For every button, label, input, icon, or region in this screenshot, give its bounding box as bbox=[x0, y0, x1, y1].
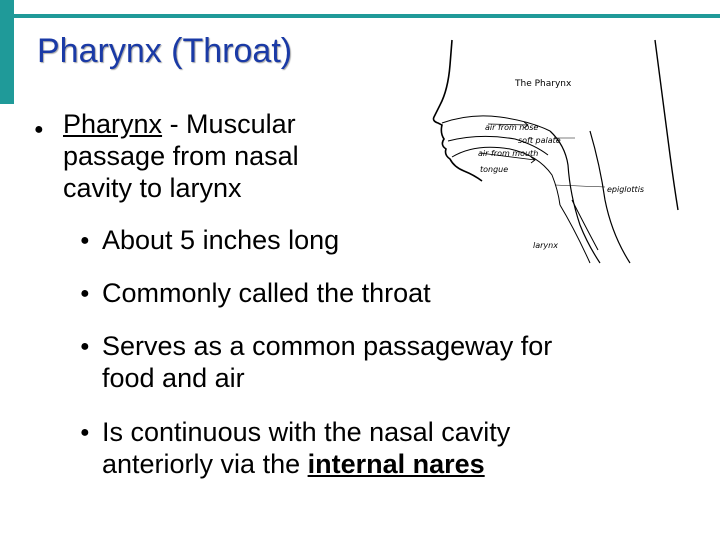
leader-epiglottis bbox=[555, 185, 605, 187]
label-larynx: larynx bbox=[533, 241, 558, 250]
bullet-marker: ● bbox=[80, 424, 90, 441]
bullet-marker: ● bbox=[80, 285, 90, 302]
sub-bullet-4-line-1: Is continuous with the nasal cavity bbox=[102, 417, 511, 447]
intro-line-3: cavity to larynx bbox=[63, 173, 242, 203]
bullet-marker: ● bbox=[80, 232, 90, 249]
pharynx-diagram bbox=[430, 35, 685, 265]
label-air-from-mouth: air from mouth bbox=[478, 149, 539, 158]
intro-term: Pharynx bbox=[63, 109, 163, 139]
intro-bullet bbox=[63, 108, 299, 204]
face-outline bbox=[434, 40, 483, 181]
larynx-tube bbox=[560, 205, 590, 263]
sub-bullet-4-line-2 bbox=[102, 448, 510, 480]
sub-bullet-3 bbox=[102, 330, 552, 394]
internal-nares-term: internal nares bbox=[307, 449, 485, 479]
sub-bullet-4 bbox=[102, 416, 510, 480]
diagram-title: The Pharynx bbox=[515, 79, 572, 89]
pharynx-back-wall bbox=[590, 131, 630, 263]
slide-title: Pharynx (Throat) bbox=[37, 32, 293, 70]
accent-bar-top bbox=[0, 14, 720, 18]
bullet-marker: ● bbox=[34, 121, 44, 138]
intro-text: - Muscular bbox=[162, 109, 296, 139]
label-tongue: tongue bbox=[480, 165, 509, 174]
label-air-from-nose: air from nose bbox=[485, 123, 539, 132]
label-epiglottis: epiglottis bbox=[607, 185, 645, 194]
bullet-marker: ● bbox=[80, 338, 90, 355]
sub-bullet-1: About 5 inches long bbox=[102, 225, 340, 255]
sub-bullet-3-line-1: Serves as a common passageway for bbox=[102, 331, 553, 361]
intro-line-1 bbox=[63, 108, 299, 140]
label-soft-palate: soft palate bbox=[518, 136, 561, 145]
neck-outline bbox=[655, 40, 678, 210]
sub-bullet-3-line-2: food and air bbox=[102, 363, 245, 393]
intro-line-2: passage from nasal bbox=[63, 141, 299, 171]
epiglottis-shape bbox=[572, 200, 598, 250]
sub-bullet-4-prefix: anteriorly via the bbox=[102, 449, 308, 479]
sub-bullet-2: Commonly called the throat bbox=[102, 278, 431, 308]
